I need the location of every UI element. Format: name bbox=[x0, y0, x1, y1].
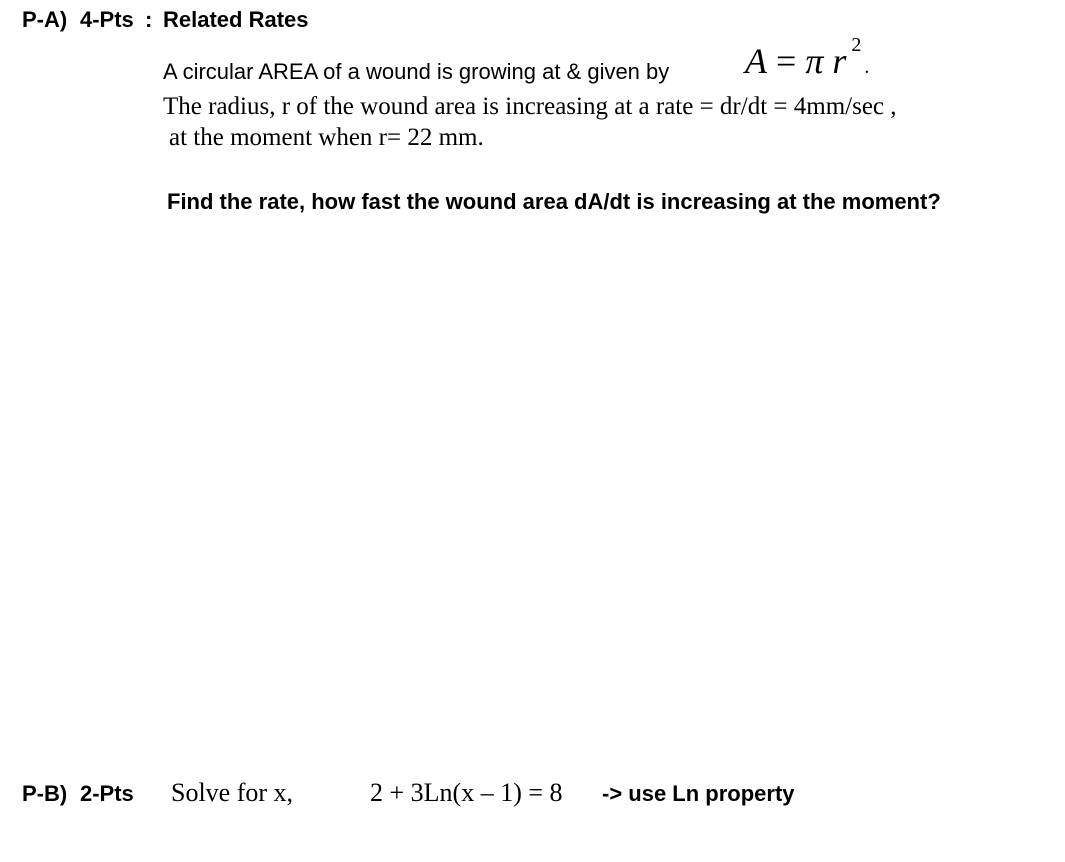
problem-a-label: P-A) bbox=[22, 7, 68, 32]
formula-lhs: A bbox=[745, 41, 767, 81]
problem-a-colon: : bbox=[145, 7, 153, 32]
area-formula bbox=[745, 34, 870, 82]
formula-exponent: 2 bbox=[851, 34, 862, 56]
problem-a-points: 4-Pts bbox=[80, 7, 134, 32]
problem-b-prompt: Solve for x, bbox=[171, 778, 294, 807]
problem-b-equation: 2 + 3Ln(x – 1) = 8 bbox=[370, 778, 563, 807]
problem-a-topic: Related Rates bbox=[163, 7, 309, 32]
problem-a-statement-line-3: at the moment when r= 22 mm. bbox=[169, 124, 484, 151]
problem-b-label: P-B) bbox=[22, 781, 68, 806]
formula-pi: π bbox=[805, 41, 824, 81]
problem-a-statement-line-1: A circular AREA of a wound is growing at & given by bbox=[163, 59, 670, 84]
problem-a-question: Find the rate, how fast the wound area dA/dt is increasing at the moment? bbox=[167, 189, 941, 214]
formula-trailing-dot: . bbox=[864, 56, 870, 78]
problem-a-statement-line-2: The radius, r of the wound area is increasing at a rate = dr/dt = 4mm/sec , bbox=[163, 93, 897, 120]
formula-equals: = bbox=[776, 41, 797, 81]
problem-b-points: 2-Pts bbox=[80, 781, 134, 806]
problem-b-hint: -> use Ln property bbox=[602, 781, 795, 806]
formula-variable: r bbox=[832, 41, 847, 81]
